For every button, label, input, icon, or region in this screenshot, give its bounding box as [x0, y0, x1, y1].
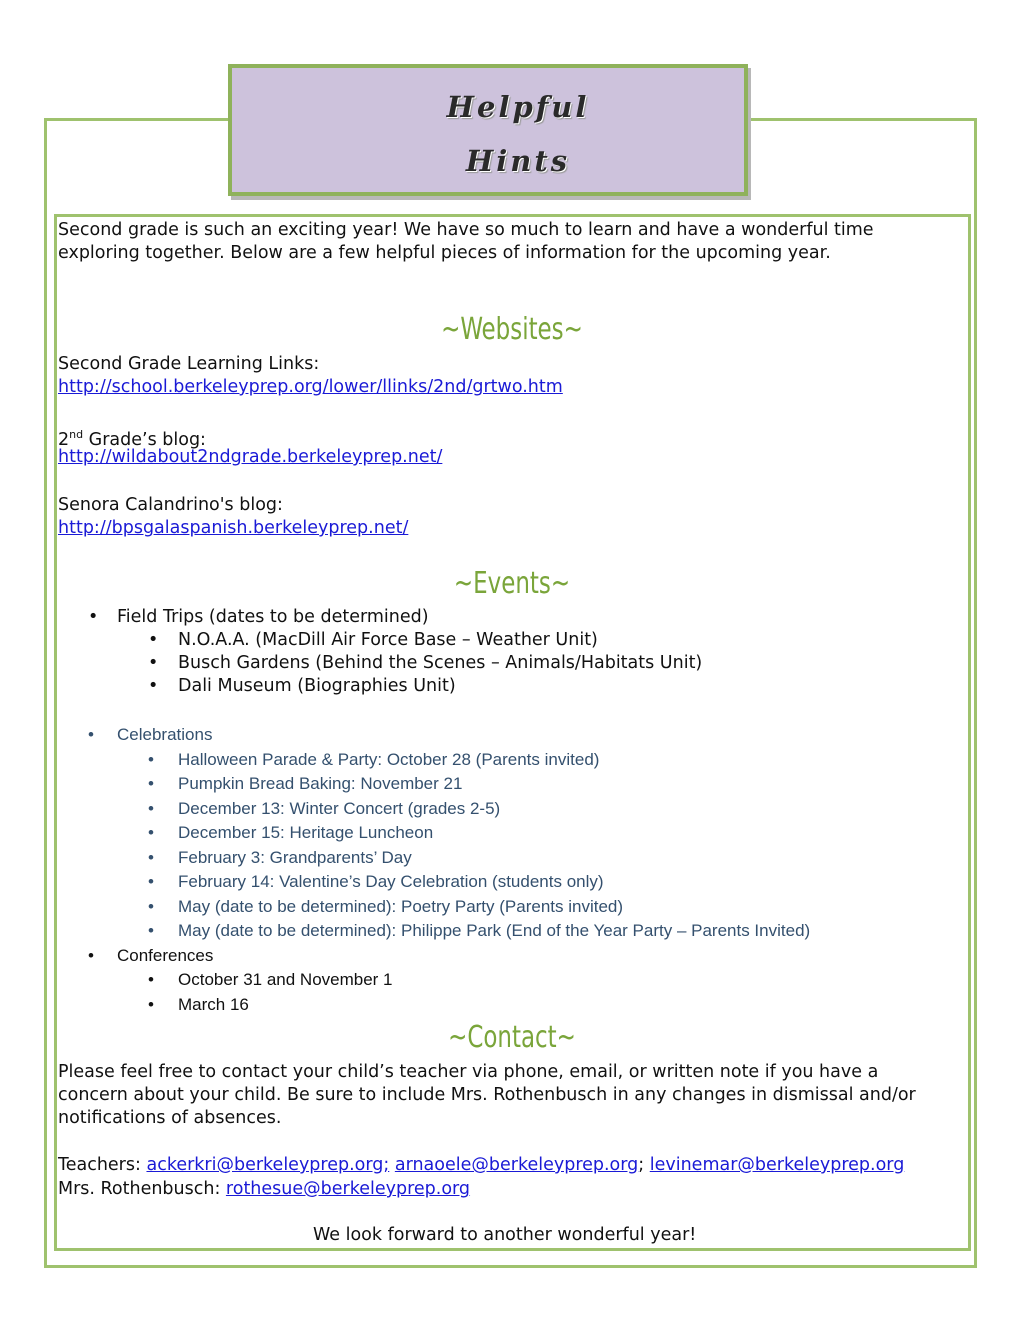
events-heading — [77, 566, 947, 601]
bullet-dot: • — [148, 823, 154, 842]
bullet-dot: • — [148, 921, 154, 940]
contact-line-2: concern about your child. Be sure to include Mrs. Rothenbusch in any changes in dismissal and/or — [58, 1085, 916, 1105]
bullet-dot: • — [148, 653, 159, 673]
bullet-dot: • — [148, 995, 154, 1014]
intro-line-2: exploring together. Below are a few helpful pieces of information for the upcoming year. — [58, 243, 831, 263]
title-line-2: Hints — [465, 144, 571, 178]
rothenbusch-line — [58, 1178, 470, 1202]
contact-line-1: Please feel free to contact your child’s teacher via phone, email, or written note if you have a — [58, 1062, 879, 1082]
bullet-dot: • — [148, 872, 154, 891]
conferences-label: Conferences — [117, 946, 214, 965]
field-trip-item: N.O.A.A. (MacDill Air Force Base – Weather Unit) — [178, 630, 598, 650]
celebration-item: December 15: Heritage Luncheon — [178, 823, 434, 842]
spanish-blog-url[interactable]: http://bpsgalaspanish.berkeleyprep.net/ — [58, 518, 409, 538]
field-trip-item: Dali Museum (Biographies Unit) — [178, 676, 456, 696]
email-separator: ; — [638, 1155, 650, 1175]
bullet-dot: • — [148, 897, 154, 916]
teachers-line — [58, 1154, 904, 1178]
grade-blog-label-number: 2 — [58, 429, 70, 450]
grade-blog-url[interactable]: http://wildabout2ndgrade.berkeleyprep.net/ — [58, 447, 443, 467]
conference-item: October 31 and November 1 — [178, 970, 393, 989]
celebration-item: February 3: Grandparents’ Day — [178, 848, 412, 867]
title-line-1: Helpful — [446, 90, 590, 124]
bullet-dot: • — [148, 774, 154, 793]
closing-line: We look forward to another wonderful year! — [313, 1225, 697, 1245]
rothenbusch-label: Mrs. Rothenbusch: — [58, 1179, 226, 1199]
bullet-dot: • — [148, 630, 159, 650]
bullet-dot: • — [88, 607, 99, 627]
teacher-email-ackerkri[interactable]: ackerkri@berkeleyprep.org; — [146, 1155, 390, 1175]
learning-links-url[interactable]: http://school.berkeleyprep.org/lower/llinks/2nd/grtwo.htm — [58, 377, 563, 397]
learning-links-label: Second Grade Learning Links: — [58, 354, 320, 374]
events-heading-text: ~Events~ — [453, 566, 571, 601]
bullet-dot: • — [148, 848, 154, 867]
celebrations-label: Celebrations — [117, 725, 213, 744]
rothenbusch-email[interactable]: rothesue@berkeleyprep.org — [225, 1179, 471, 1199]
bullet-dot: • — [148, 799, 154, 818]
bullet-dot: • — [148, 676, 159, 696]
contact-line-3: notifications of absences. — [58, 1108, 282, 1128]
celebration-item: Halloween Parade & Party: October 28 (Parents invited) — [178, 750, 600, 769]
bullet-dot: • — [88, 946, 94, 965]
bullet-dot: • — [148, 750, 154, 769]
celebration-item: Pumpkin Bread Baking: November 21 — [178, 774, 463, 793]
websites-heading — [77, 312, 947, 347]
teacher-email-arnaoele[interactable]: arnaoele@berkeleyprep.org — [394, 1155, 639, 1175]
bullet-dot: • — [88, 725, 94, 744]
websites-heading-text: ~Websites~ — [441, 312, 583, 347]
spanish-blog-label: Senora Calandrino's blog: — [58, 495, 283, 515]
contact-heading — [77, 1020, 947, 1055]
field-trip-item: Busch Gardens (Behind the Scenes – Animals/Habitats Unit) — [178, 653, 703, 673]
field-trips-label: Field Trips (dates to be determined) — [117, 607, 429, 627]
title-banner — [228, 64, 748, 196]
grade-blog-label-text: Grade’s blog: — [83, 429, 206, 450]
teachers-label: Teachers: — [58, 1155, 147, 1175]
intro-line-1: Second grade is such an exciting year! We have so much to learn and have a wonderful time — [58, 220, 874, 240]
grade-blog-label-sup: nd — [69, 428, 84, 441]
teacher-email-levinemar[interactable]: levinemar@berkeleyprep.org — [649, 1155, 905, 1175]
bullet-dot: • — [148, 970, 154, 989]
celebration-item: May (date to be determined): Poetry Party (Parents invited) — [178, 897, 624, 916]
celebration-item: May (date to be determined): Philippe Park (End of the Year Party – Parents Invited) — [178, 921, 811, 940]
celebration-item: February 14: Valentine’s Day Celebration (students only) — [178, 872, 604, 891]
conference-item: March 16 — [178, 995, 249, 1014]
contact-heading-text: ~Contact~ — [448, 1020, 576, 1055]
celebration-item: December 13: Winter Concert (grades 2-5) — [178, 799, 501, 818]
